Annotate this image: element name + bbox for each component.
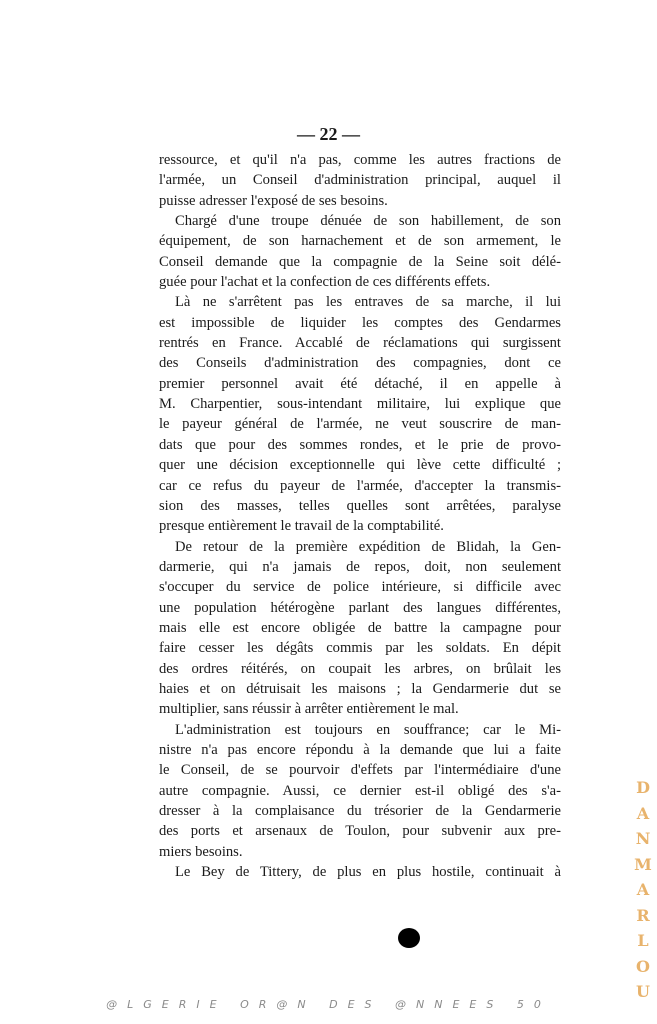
text-line: quer une décision exceptionnelle qui lève cette difficulté ; xyxy=(159,457,561,474)
ink-blot xyxy=(398,928,420,948)
text-line: haies et on détruisait les maisons ; la Gendarmerie dut se xyxy=(159,680,561,697)
text-line: rentrés en France. Accablé de réclamations qui surgissent xyxy=(159,335,561,352)
text-line: darmerie, qui n'a jamais de repos, doit, non seulement xyxy=(159,558,561,575)
text-line: faire cesser les dégâts commis par les soldats. En dépit xyxy=(159,640,561,657)
text-line: puisse adresser l'exposé de ses besoins. xyxy=(159,192,388,209)
text-line: autre compagnie. Aussi, ce dernier est-il obligé des s'a- xyxy=(159,782,561,799)
text-line: presque entièrement le travail de la comptabilité. xyxy=(159,518,444,535)
text-line: car ce refus du payeur de l'armée, d'accepter la transmis- xyxy=(159,477,561,494)
text-line: des ports et arsenaux de Toulon, pour subvenir aux pre- xyxy=(159,823,561,840)
text-line: M. Charpentier, sous-intendant militaire, lui explique que xyxy=(159,396,561,413)
text-line: des ordres réitérés, on coupait les arbres, on brûlait les xyxy=(159,660,561,677)
text-line: guée pour l'achat et la confection de ces différents effets. xyxy=(159,274,491,291)
text-line: Là ne s'arrêtent pas les entraves de sa marche, il lui xyxy=(175,294,561,311)
footer-watermark: @LGERIE OR@N DES @NNEES 50 xyxy=(106,998,551,1011)
text-line: Conseil demande que la compagnie de la Seine soit délé- xyxy=(159,253,561,270)
text-line: miers besoins. xyxy=(159,843,243,860)
text-line: Le Bey de Tittery, de plus en plus hostile, continuait à xyxy=(175,864,561,881)
text-line: s'occuper du service de police intérieure, si difficile avec xyxy=(159,579,561,596)
text-line: équipement, de son harnachement et de son armement, le xyxy=(159,233,561,250)
text-line: dats que pour des sommes rondes, et le prie de provo- xyxy=(159,436,561,453)
text-line: De retour de la première expédition de Blidah, la Gen- xyxy=(175,538,561,555)
page-number: — 22 — xyxy=(297,124,360,144)
text-line: des Conseils d'administration des compagnies, dont ce xyxy=(159,355,561,372)
text-line: ressource, et qu'il n'a pas, comme les autres fractions de xyxy=(159,152,561,168)
text-line: dresser à la complaisance du trésorier de la Gendarmerie xyxy=(159,803,561,819)
side-watermark: DANMARLOU xyxy=(634,778,652,1001)
text-line: mais elle est encore obligée de battre la campagne pour xyxy=(159,619,561,636)
text-line: l'armée, un Conseil d'administration principal, auquel il xyxy=(159,172,561,189)
text-line: Chargé d'une troupe dénuée de son habillement, de son xyxy=(175,213,561,230)
text-line: le payeur général de l'armée, ne veut souscrire de man- xyxy=(159,416,561,433)
text-line: sion des masses, telles quelles sont arrêtées, paralyse xyxy=(159,497,561,514)
body-text xyxy=(159,150,561,882)
text-line: premier personnel avait été détaché, il en appelle à xyxy=(159,375,561,392)
text-line: une population hétérogène parlant des langues différentes, xyxy=(159,599,561,616)
text-line: le Conseil, de se pourvoir d'effets par l'intermédiaire d'une xyxy=(159,762,561,779)
text-line: multiplier, sans réussir à arrêter entièrement le mal. xyxy=(159,701,459,718)
text-line: est impossible de liquider les comptes des Gendarmes xyxy=(159,314,561,331)
text-line: nistre n'a pas encore répondu à la demande que lui a faite xyxy=(159,741,561,758)
text-line: L'administration est toujours en souffrance; car le Mi- xyxy=(175,721,561,738)
